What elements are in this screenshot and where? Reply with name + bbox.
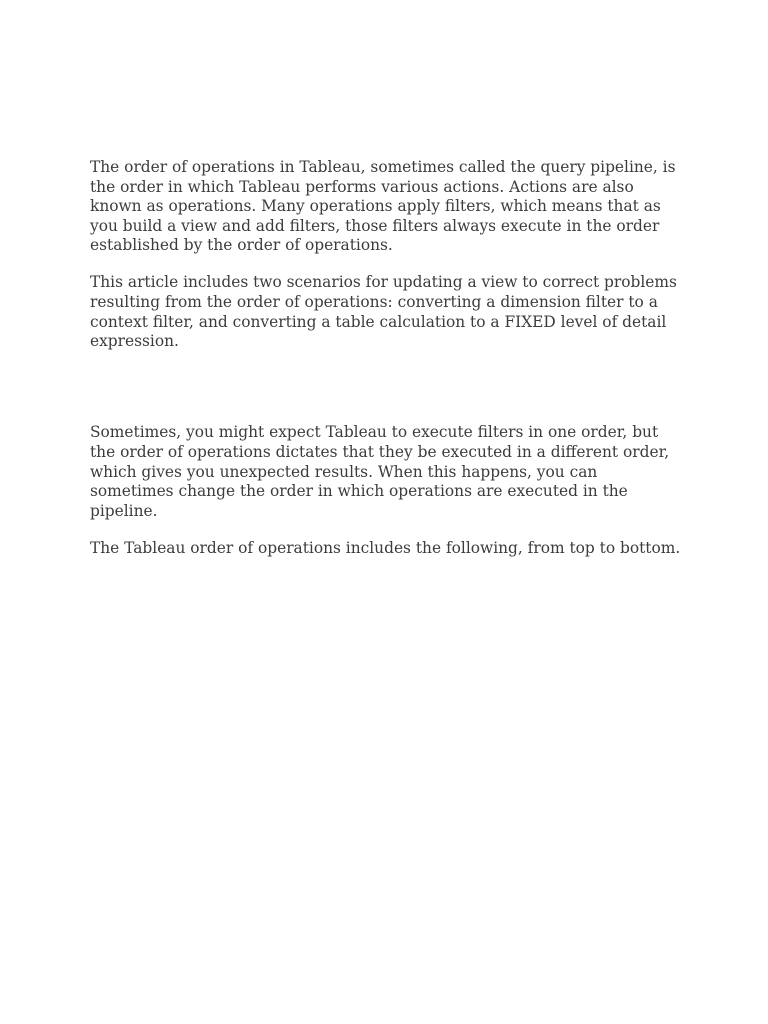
paragraph-order-list-intro: The Tableau order of operations includes the following, from top to bottom. [90,538,681,557]
paragraph-intro: The order of operations in Tableau, sometimes called the query pipeline, is the order in which Tableau performs various actions. Actions are also known as operations. Many operations apply filters, which means that as you build a view and add filters, those filters always execute in the order established by the order of operations. [90,158,676,255]
paragraph-scenarios: This article includes two scenarios for updating a view to correct problems resulting from the order of operations: converting a dimension filter to a context filter, and converting a table calculation to a FIXED level of detail expression. [90,273,677,351]
paragraph-unexpected-order: Sometimes, you might expect Tableau to execute filters in one order, but the order of operations dictates that they be executed in a different order, which gives you unexpected results. When this happens, you can sometimes change the order in which operations are executed in the pipeline. [90,423,670,520]
section-spacer [90,369,682,423]
document-body [90,158,682,576]
